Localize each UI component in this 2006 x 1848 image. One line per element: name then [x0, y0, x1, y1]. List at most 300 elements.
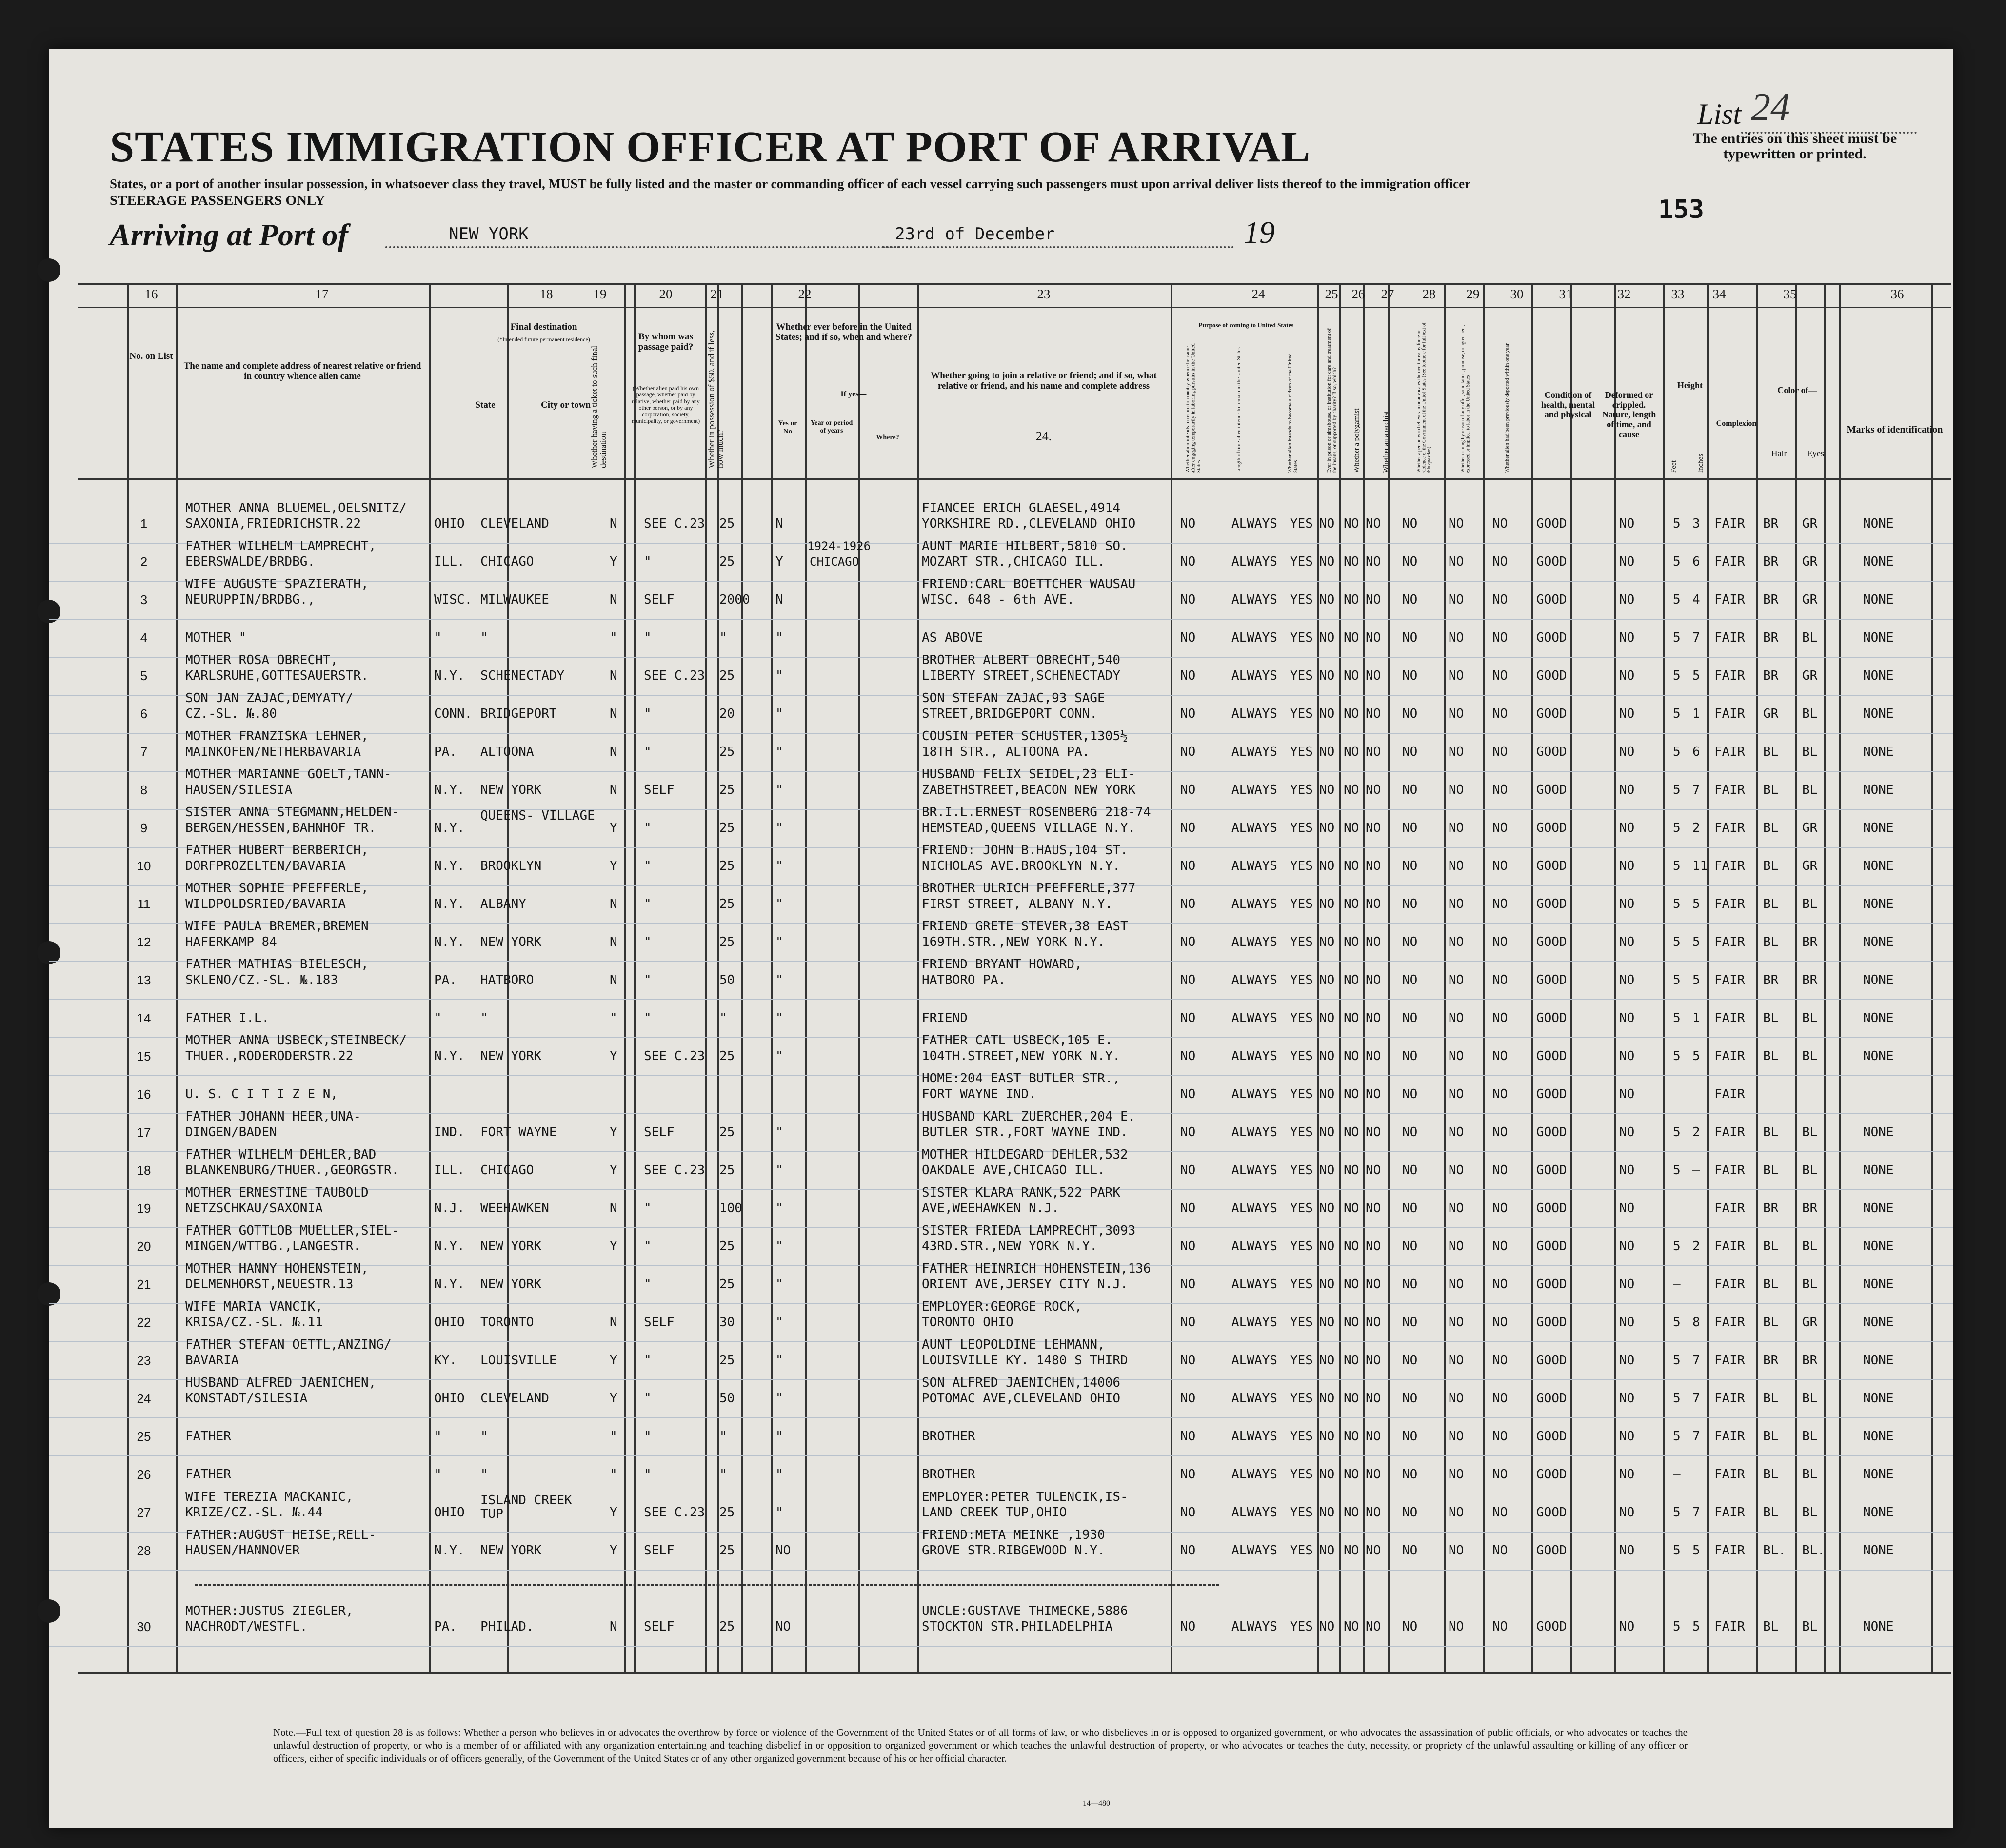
- cell-comp: FAIR: [1714, 1391, 1745, 1406]
- cell-health: GOOD: [1536, 859, 1567, 873]
- cell-anar: NO: [1366, 1087, 1381, 1101]
- cell-paid: SELF: [644, 783, 675, 797]
- cell-offer: NO: [1449, 1391, 1464, 1406]
- cell-marks: NONE: [1863, 1011, 1894, 1025]
- steerage-label: STEERAGE PASSENGERS ONLY: [110, 193, 325, 208]
- cell-ticket: Y: [610, 1239, 617, 1254]
- cell-dep: NO: [1492, 592, 1508, 607]
- cell-poly: NO: [1344, 592, 1359, 607]
- table-row: [49, 1223, 1953, 1265]
- cell-rel1: SISTER ANNA STEGMANN,HELDEN-: [185, 805, 399, 820]
- cell-len: ALWAYS: [1231, 1163, 1277, 1178]
- cell-inch: 4: [1692, 592, 1700, 607]
- cell-prison: NO: [1319, 935, 1335, 949]
- cell-marks: NONE: [1863, 859, 1894, 873]
- cell-feet: 5: [1673, 592, 1681, 607]
- cell-city: FORT WAYNE: [480, 1125, 557, 1140]
- cell-city: NEW YORK: [480, 1049, 542, 1063]
- cell-deform: NO: [1619, 1315, 1635, 1330]
- cell-rel2: HAUSEN/HANNOVER: [185, 1543, 300, 1558]
- cell-state: OHIO: [434, 1505, 465, 1520]
- cell-money: 25: [719, 516, 735, 531]
- colnum-28: 28: [1422, 287, 1436, 301]
- cell-comp: FAIR: [1714, 1353, 1745, 1368]
- cell-inch: 2: [1692, 1125, 1700, 1140]
- table-row: [49, 843, 1953, 885]
- cell-rel1: MOTHER ANNA USBECK,STEINBECK/: [185, 1033, 407, 1048]
- hdr-polygamist: Whether a polygamist: [1353, 408, 1361, 473]
- colnum-34: 34: [1712, 287, 1726, 301]
- cell-inch: 1: [1692, 1011, 1700, 1025]
- cell-ret: NO: [1180, 973, 1196, 987]
- cell-comp: FAIR: [1714, 973, 1745, 987]
- cell-eyes: BL: [1802, 1049, 1818, 1063]
- cell-q28: NO: [1402, 935, 1418, 949]
- cell-feet: 5: [1673, 1353, 1681, 1368]
- hdr-anarchist: Whether an anarchist: [1382, 411, 1390, 473]
- cell-hair: BL: [1763, 745, 1779, 759]
- cell-join2: NICHOLAS AVE.BROOKLYN N.Y.: [922, 859, 1120, 873]
- cell-join1: FIANCEE ERICH GLAESEL,4914: [922, 501, 1120, 515]
- hdr-years: Year or period of years: [810, 419, 853, 434]
- cell-len: ALWAYS: [1231, 554, 1277, 569]
- colnum-29: 29: [1466, 287, 1480, 301]
- cell-inch: 5: [1692, 935, 1700, 949]
- cell-health: GOOD: [1536, 1125, 1567, 1140]
- cell-ret: NO: [1180, 1011, 1196, 1025]
- table-row: [49, 619, 1953, 657]
- cell-cit: YES: [1290, 668, 1313, 683]
- table-row: [49, 1455, 1953, 1494]
- cell-before: ": [775, 1277, 783, 1292]
- cell-rel1: MOTHER ERNESTINE TAUBOLD: [185, 1185, 369, 1200]
- cell-deform: NO: [1619, 1619, 1635, 1634]
- cell-hair: BL: [1763, 897, 1779, 911]
- cell-city: CLEVELAND: [480, 516, 549, 531]
- cell-poly: NO: [1344, 897, 1359, 911]
- cell-hair: BL: [1763, 1163, 1779, 1178]
- cell-dep: NO: [1492, 1277, 1508, 1292]
- cell-state: N.Y.: [434, 1543, 465, 1558]
- cell-q28: NO: [1402, 1239, 1418, 1254]
- cell-rel2: U. S. C I T I Z E N,: [185, 1087, 338, 1101]
- cell-paid: SEE C.23: [644, 516, 705, 531]
- cell-rel2: SAXONIA,FRIEDRICHSTR.22: [185, 516, 361, 531]
- row-rule: [49, 1570, 1953, 1571]
- cell-len: ALWAYS: [1231, 1391, 1277, 1406]
- cell-health: GOOD: [1536, 1201, 1567, 1216]
- cell-ret: NO: [1180, 935, 1196, 949]
- cell-cit: YES: [1290, 1543, 1313, 1558]
- cell-cit: YES: [1290, 1277, 1313, 1292]
- cell-health: GOOD: [1536, 592, 1567, 607]
- cell-state: PA.: [434, 745, 457, 759]
- cell-q28: NO: [1402, 1087, 1418, 1101]
- cell-rel2: BLANKENBURG/THUER.,GEORGSTR.: [185, 1163, 399, 1178]
- cell-no: 30: [137, 1619, 151, 1634]
- cell-cit: YES: [1290, 821, 1313, 835]
- colnum-19: 19: [593, 287, 607, 301]
- cell-poly: NO: [1344, 1467, 1359, 1482]
- cell-marks: NONE: [1863, 745, 1894, 759]
- cell-deform: NO: [1619, 1353, 1635, 1368]
- cell-health: GOOD: [1536, 1163, 1567, 1178]
- cell-len: ALWAYS: [1231, 668, 1277, 683]
- cell-prison: NO: [1319, 554, 1335, 569]
- cell-rel1: MOTHER ANNA BLUEMEL,OELSNITZ/: [185, 501, 407, 515]
- cell-rel2: WILDPOLDSRIED/BAVARIA: [185, 897, 346, 911]
- cell-before: ": [775, 707, 783, 721]
- cell-paid: ": [644, 935, 652, 949]
- cell-ticket: N: [610, 668, 617, 683]
- cell-before: NO: [775, 1543, 791, 1558]
- cell-offer: NO: [1449, 592, 1464, 607]
- cell-deform: NO: [1619, 745, 1635, 759]
- cell-ticket: N: [610, 897, 617, 911]
- cell-q28: NO: [1402, 1353, 1418, 1368]
- cell-dep: NO: [1492, 516, 1508, 531]
- cell-no: 26: [137, 1467, 151, 1482]
- cell-money: 25: [719, 935, 735, 949]
- hdr-state: State: [475, 400, 496, 410]
- cell-state: IND.: [434, 1125, 465, 1140]
- cell-city: BRIDGEPORT: [480, 707, 557, 721]
- cell-len: ALWAYS: [1231, 1505, 1277, 1520]
- cell-cit: YES: [1290, 516, 1313, 531]
- cell-state: ILL.: [434, 554, 465, 569]
- list-number: 24: [1751, 86, 1790, 129]
- colnum-25: 25: [1325, 287, 1338, 301]
- cell-no: 3: [140, 592, 148, 607]
- colnum-33: 33: [1671, 287, 1685, 301]
- cell-anar: NO: [1366, 1391, 1381, 1406]
- table-row: [49, 881, 1953, 923]
- cell-no: 6: [140, 707, 148, 721]
- cell-poly: NO: [1344, 973, 1359, 987]
- cell-prison: NO: [1319, 1619, 1335, 1634]
- list-label: List: [1697, 98, 1742, 130]
- cell-comp: FAIR: [1714, 859, 1745, 873]
- cell-rel2: DORFPROZELTEN/BAVARIA: [185, 859, 346, 873]
- cell-cit: YES: [1290, 1087, 1313, 1101]
- cell-anar: NO: [1366, 783, 1381, 797]
- cell-ticket: N: [610, 1201, 617, 1216]
- cell-prison: NO: [1319, 1543, 1335, 1558]
- hdr-join-relative: Whether going to join a relative or friend; and if so, what relative or friend, and his name and complete address: [931, 371, 1157, 392]
- cell-feet: 5: [1673, 1619, 1681, 1634]
- cell-state: ": [434, 630, 442, 645]
- cell-before: ": [775, 1391, 783, 1406]
- cell-comp: FAIR: [1714, 897, 1745, 911]
- cell-q28: NO: [1402, 1277, 1418, 1292]
- cell-state: N.J.: [434, 1201, 465, 1216]
- cell-paid: SEE C.23: [644, 1505, 705, 1520]
- cell-ticket: N: [610, 935, 617, 949]
- cell-city: SCHENECTADY: [480, 668, 565, 683]
- cell-ret: NO: [1180, 1163, 1196, 1178]
- cell-anar: NO: [1366, 1239, 1381, 1254]
- cell-len: ALWAYS: [1231, 592, 1277, 607]
- cell-rel1: WIFE PAULA BREMER,BREMEN: [185, 919, 369, 934]
- cell-poly: NO: [1344, 1391, 1359, 1406]
- cell-money: 100: [719, 1201, 742, 1216]
- cell-prison: NO: [1319, 1505, 1335, 1520]
- cell-cit: YES: [1290, 859, 1313, 873]
- cell-deform: NO: [1619, 859, 1635, 873]
- cell-years: 1924-1926: [807, 539, 871, 553]
- cell-rel2: KONSTADT/SILESIA: [185, 1391, 308, 1406]
- cell-marks: NONE: [1863, 1239, 1894, 1254]
- cell-offer: NO: [1449, 1353, 1464, 1368]
- cell-deform: NO: [1619, 1163, 1635, 1178]
- cell-comp: FAIR: [1714, 935, 1745, 949]
- cell-rel1: MOTHER ROSA OBRECHT,: [185, 653, 338, 668]
- cell-rel1: WIFE MARIA VANCIK,: [185, 1299, 323, 1314]
- cell-inch: 11: [1692, 859, 1708, 873]
- cell-prison: NO: [1319, 668, 1335, 683]
- cell-before: N: [775, 592, 783, 607]
- cell-money: 25: [719, 1353, 735, 1368]
- cell-poly: NO: [1344, 1087, 1359, 1101]
- cell-marks: NONE: [1863, 1049, 1894, 1063]
- cell-state: N.Y.: [434, 783, 465, 797]
- cell-feet: 5: [1673, 745, 1681, 759]
- cell-inch: 5: [1692, 897, 1700, 911]
- colnum-26: 26: [1351, 287, 1365, 301]
- cell-dep: NO: [1492, 821, 1508, 835]
- arrival-date: 23rd of December: [895, 224, 1055, 244]
- cell-marks: NONE: [1863, 821, 1894, 835]
- cell-paid: ": [644, 1467, 652, 1482]
- cell-poly: NO: [1344, 668, 1359, 683]
- cell-health: GOOD: [1536, 630, 1567, 645]
- cell-before: ": [775, 859, 783, 873]
- cell-deform: NO: [1619, 821, 1635, 835]
- cell-offer: NO: [1449, 1543, 1464, 1558]
- cell-cit: YES: [1290, 1467, 1313, 1482]
- cell-join2: YORKSHIRE RD.,CLEVELAND OHIO: [922, 516, 1136, 531]
- binder-hole: [37, 258, 60, 282]
- cell-rel2: FATHER: [185, 1467, 231, 1482]
- cell-dep: NO: [1492, 897, 1508, 911]
- cell-state: N.Y.: [434, 668, 465, 683]
- hdr-passage-paid-sub: (Whether alien paid his own passage, whether paid by relative, whether paid by any other person, or by any corporation, society, municipality, or government): [631, 385, 700, 425]
- cell-ret: NO: [1180, 1049, 1196, 1063]
- cell-ret: NO: [1180, 592, 1196, 607]
- cell-deform: NO: [1619, 1011, 1635, 1025]
- cell-join1: AUNT MARIE HILBERT,5810 SO.: [922, 539, 1128, 553]
- cell-join1: BROTHER ULRICH PFEFFERLE,377: [922, 881, 1136, 896]
- cell-rel1: FATHER HUBERT BERBERICH,: [185, 843, 369, 858]
- cell-before: ": [775, 1315, 783, 1330]
- cell-prison: NO: [1319, 1277, 1335, 1292]
- cell-anar: NO: [1366, 592, 1381, 607]
- cell-no: 4: [140, 630, 148, 645]
- cell-feet: 5: [1673, 1391, 1681, 1406]
- cell-anar: NO: [1366, 1619, 1381, 1634]
- cell-eyes: BL: [1802, 783, 1818, 797]
- cell-comp: FAIR: [1714, 783, 1745, 797]
- cell-ret: NO: [1180, 1201, 1196, 1216]
- cell-poly: NO: [1344, 1543, 1359, 1558]
- table-row: [49, 1376, 1953, 1417]
- cell-offer: NO: [1449, 821, 1464, 835]
- cell-poly: NO: [1344, 1049, 1359, 1063]
- cell-no: 22: [137, 1315, 151, 1330]
- cell-marks: NONE: [1863, 592, 1894, 607]
- table-row: [49, 501, 1953, 543]
- cell-deform: NO: [1619, 630, 1635, 645]
- cell-poly: NO: [1344, 1619, 1359, 1634]
- cell-eyes: BL: [1802, 1505, 1818, 1520]
- cell-before: ": [775, 1163, 783, 1178]
- page-title: STATES IMMIGRATION OFFICER AT PORT OF ARRIVAL: [110, 123, 1311, 171]
- cell-no: 19: [137, 1201, 151, 1216]
- cell-city: NEW YORK: [480, 1543, 542, 1558]
- cell-money: 25: [719, 859, 735, 873]
- cell-comp: FAIR: [1714, 745, 1745, 759]
- cell-city: ": [480, 1429, 488, 1444]
- cell-health: GOOD: [1536, 783, 1567, 797]
- cell-feet: 5: [1673, 1239, 1681, 1254]
- cell-rel2: HAUSEN/SILESIA: [185, 783, 293, 797]
- cell-dep: NO: [1492, 745, 1508, 759]
- cell-q28: NO: [1402, 1201, 1418, 1216]
- cell-rel2: MOTHER ": [185, 630, 247, 645]
- cell-dep: NO: [1492, 630, 1508, 645]
- cell-no: 1: [140, 516, 148, 531]
- cell-cit: YES: [1290, 1125, 1313, 1140]
- cell-no: 13: [137, 973, 151, 987]
- cell-q28: NO: [1402, 1391, 1418, 1406]
- cell-prison: NO: [1319, 897, 1335, 911]
- cell-ret: NO: [1180, 1467, 1196, 1482]
- cell-q28: NO: [1402, 554, 1418, 569]
- cell-cit: YES: [1290, 1239, 1313, 1254]
- cell-cit: YES: [1290, 1505, 1313, 1520]
- cell-feet: 5: [1673, 707, 1681, 721]
- cell-anar: NO: [1366, 745, 1381, 759]
- cell-deform: NO: [1619, 935, 1635, 949]
- cell-prison: NO: [1319, 1163, 1335, 1178]
- cell-join2: GROVE STR.RIBGEWOOD N.Y.: [922, 1543, 1105, 1558]
- cell-health: GOOD: [1536, 707, 1567, 721]
- cell-len: ALWAYS: [1231, 630, 1277, 645]
- cell-comp: FAIR: [1714, 1239, 1745, 1254]
- cell-join2: BROTHER: [922, 1467, 975, 1482]
- cell-feet: 5: [1673, 554, 1681, 569]
- cell-marks: NONE: [1863, 1467, 1894, 1482]
- cell-ticket: Y: [610, 1543, 617, 1558]
- cell-health: GOOD: [1536, 1049, 1567, 1063]
- cell-rel2: KRISA/CZ.-SL. №.11: [185, 1315, 323, 1330]
- cell-comp: FAIR: [1714, 1049, 1745, 1063]
- cell-deform: NO: [1619, 1543, 1635, 1558]
- cell-no: 23: [137, 1353, 151, 1368]
- cell-poly: NO: [1344, 516, 1359, 531]
- cell-deform: NO: [1619, 668, 1635, 683]
- cell-no: 20: [137, 1239, 151, 1254]
- cell-ticket: ": [610, 1467, 617, 1482]
- cell-q28: NO: [1402, 1543, 1418, 1558]
- cell-feet: —: [1673, 1277, 1681, 1292]
- cell-marks: NONE: [1863, 1353, 1894, 1368]
- cell-ticket: N: [610, 707, 617, 721]
- cell-hair: BR: [1763, 592, 1779, 607]
- cell-paid: ": [644, 1429, 652, 1444]
- cell-len: ALWAYS: [1231, 859, 1277, 873]
- cell-join1: FRIEND BRYANT HOWARD,: [922, 957, 1082, 972]
- cell-marks: NONE: [1863, 1315, 1894, 1330]
- cell-deform: NO: [1619, 592, 1635, 607]
- cell-hair: BL: [1763, 1239, 1779, 1254]
- cell-join1: UNCLE:GUSTAVE THIMECKE,5886: [922, 1604, 1128, 1618]
- cell-prison: NO: [1319, 1011, 1335, 1025]
- cell-ret: NO: [1180, 859, 1196, 873]
- cell-no: 18: [137, 1163, 151, 1178]
- cell-dep: NO: [1492, 1239, 1508, 1254]
- cell-offer: NO: [1449, 1011, 1464, 1025]
- cell-offer: NO: [1449, 707, 1464, 721]
- cell-offer: NO: [1449, 1619, 1464, 1634]
- cell-hair: BL: [1763, 935, 1779, 949]
- cell-len: ALWAYS: [1231, 897, 1277, 911]
- hdr-purpose-return: Whether alien intends to return to country whence he came after engaging temporarily in laboring pursuits in the United States: [1185, 343, 1202, 473]
- cell-before: ": [775, 935, 783, 949]
- table-row: [49, 767, 1953, 809]
- cell-ticket: N: [610, 783, 617, 797]
- cell-ticket: Y: [610, 554, 617, 569]
- cell-poly: NO: [1344, 707, 1359, 721]
- cell-cit: YES: [1290, 592, 1313, 607]
- cell-eyes: BR: [1802, 973, 1818, 987]
- cell-paid: ": [644, 1391, 652, 1406]
- cell-poly: NO: [1344, 554, 1359, 569]
- cell-feet: 5: [1673, 630, 1681, 645]
- cell-health: GOOD: [1536, 1277, 1567, 1292]
- cell-health: GOOD: [1536, 1391, 1567, 1406]
- cell-hair: BL: [1763, 1125, 1779, 1140]
- cell-inch: 7: [1692, 630, 1700, 645]
- cell-no: 8: [140, 783, 148, 797]
- cell-join2: 43RD.STR.,NEW YORK N.Y.: [922, 1239, 1098, 1254]
- hdr-purpose: Purpose of coming to United States: [1198, 321, 1294, 329]
- cell-rel1: FATHER:AUGUST HEISE,RELL-: [185, 1528, 377, 1542]
- cell-ret: NO: [1180, 1125, 1196, 1140]
- colnum-22: 22: [798, 287, 812, 301]
- cell-feet: 5: [1673, 783, 1681, 797]
- cell-money: 25: [719, 1543, 735, 1558]
- cell-offer: NO: [1449, 1201, 1464, 1216]
- cell-city: NEW YORK: [480, 1239, 542, 1254]
- cell-offer: NO: [1449, 1277, 1464, 1292]
- cell-len: ALWAYS: [1231, 516, 1277, 531]
- cell-comp: FAIR: [1714, 1163, 1745, 1178]
- cell-len: ALWAYS: [1231, 935, 1277, 949]
- cell-hair: BR: [1763, 1353, 1779, 1368]
- cell-anar: NO: [1366, 1353, 1381, 1368]
- cell-q28: NO: [1402, 592, 1418, 607]
- cell-paid: SELF: [644, 1543, 675, 1558]
- cell-money: 25: [719, 897, 735, 911]
- cell-prison: NO: [1319, 821, 1335, 835]
- cell-offer: NO: [1449, 668, 1464, 683]
- cell-state: ": [434, 1429, 442, 1444]
- cell-poly: NO: [1344, 1315, 1359, 1330]
- cell-money: 25: [719, 1277, 735, 1292]
- cell-marks: NONE: [1863, 1429, 1894, 1444]
- cell-deform: NO: [1619, 1049, 1635, 1063]
